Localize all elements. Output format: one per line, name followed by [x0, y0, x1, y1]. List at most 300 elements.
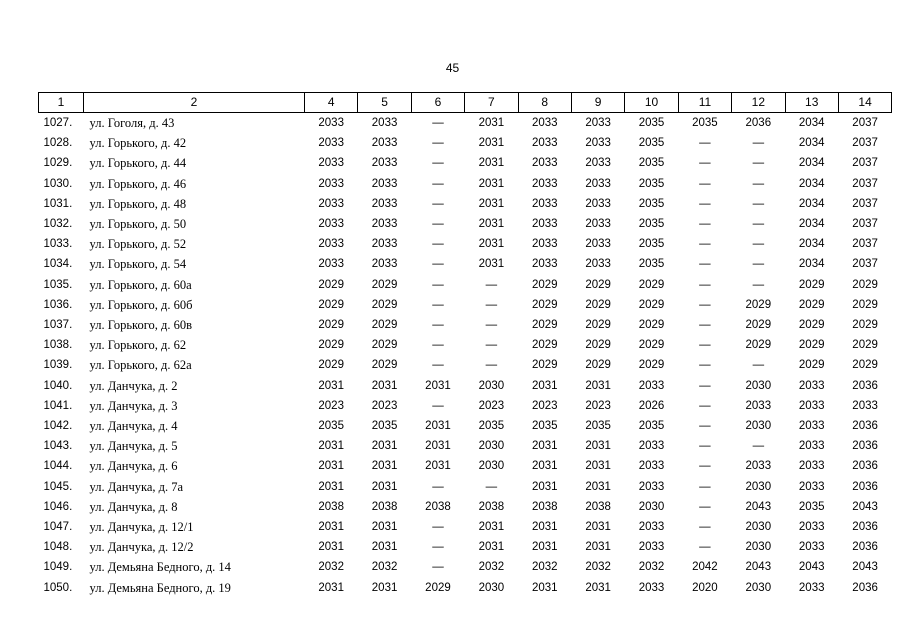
table-row — [39, 517, 892, 537]
table-row — [39, 557, 892, 577]
year-cell: 2034 — [798, 218, 825, 231]
year-cell: 2036 — [852, 440, 878, 453]
row-number: 1043. — [43, 440, 73, 453]
year-cell: 2037 — [852, 157, 878, 170]
row-number: 1037. — [43, 319, 73, 332]
year-cell: 2035 — [638, 117, 665, 129]
year-cell: — — [485, 359, 498, 372]
table-row — [39, 295, 892, 315]
year-cell: 2035 — [531, 420, 558, 433]
table-row — [39, 456, 892, 476]
address-cell: ул. Горького, д. 54 — [89, 257, 187, 272]
year-cell: 2031 — [425, 440, 451, 453]
year-cell: 2029 — [318, 359, 344, 372]
year-cell: — — [699, 197, 711, 210]
year-cell: 2033 — [638, 581, 665, 594]
year-cell: 2033 — [371, 137, 398, 150]
year-cell: 2033 — [318, 137, 344, 150]
row-number: 1027. — [43, 117, 73, 129]
year-cell: 2031 — [585, 460, 611, 473]
table-row — [39, 578, 892, 598]
column-header: 9 — [571, 93, 624, 113]
table-row — [39, 477, 892, 497]
year-cell: — — [699, 339, 711, 352]
year-cell: 2033 — [798, 480, 825, 493]
year-cell: — — [485, 278, 498, 291]
year-cell: 2029 — [371, 359, 398, 372]
year-cell: 2031 — [371, 480, 398, 493]
year-cell: 2035 — [638, 137, 665, 150]
row-number: 1044. — [43, 460, 73, 473]
header-row — [39, 93, 892, 113]
year-cell: 2037 — [852, 218, 878, 231]
year-cell: 2029 — [638, 298, 665, 311]
year-cell: 2033 — [798, 521, 825, 534]
year-cell: 2031 — [478, 218, 505, 231]
column-header: 7 — [465, 93, 518, 113]
year-cell: 2029 — [318, 339, 344, 352]
year-cell: 2033 — [745, 399, 772, 412]
year-cell: 2033 — [638, 460, 665, 473]
year-cell: 2034 — [798, 238, 825, 251]
year-cell: 2033 — [531, 197, 558, 210]
column-header: 14 — [838, 93, 891, 113]
table-row — [39, 133, 892, 153]
row-number: 1028. — [43, 137, 73, 150]
year-cell: — — [432, 339, 444, 352]
row-number: 1049. — [43, 561, 73, 574]
year-cell: — — [432, 137, 444, 150]
year-cell: 2031 — [531, 521, 558, 534]
year-cell: 2029 — [638, 278, 665, 291]
year-cell: 2029 — [638, 359, 665, 372]
year-cell: 2033 — [371, 238, 398, 251]
year-cell: — — [752, 218, 765, 231]
year-cell: — — [432, 399, 444, 412]
year-cell: 2033 — [318, 157, 344, 170]
column-header: 8 — [518, 93, 571, 113]
year-cell: 2023 — [371, 399, 398, 412]
year-cell: 2033 — [638, 440, 665, 453]
year-cell: — — [699, 218, 711, 231]
year-cell: 2035 — [638, 157, 665, 170]
year-cell: — — [699, 480, 711, 493]
year-cell: — — [432, 157, 444, 170]
table-row — [39, 214, 892, 234]
year-cell: 2029 — [585, 359, 611, 372]
year-cell: 2030 — [745, 581, 772, 594]
address-cell: ул. Данчука, д. 12/1 — [89, 520, 194, 535]
year-cell: 2036 — [852, 460, 878, 473]
year-cell: — — [699, 258, 711, 271]
year-cell: — — [699, 541, 711, 554]
row-number: 1042. — [43, 420, 73, 433]
year-cell: 2033 — [318, 177, 344, 190]
address-cell: ул. Горького, д. 48 — [89, 196, 187, 211]
year-cell: 2030 — [478, 440, 505, 453]
year-cell: — — [485, 480, 498, 493]
year-cell: 2029 — [531, 339, 558, 352]
year-cell: 2031 — [531, 440, 558, 453]
page-number: 45 — [445, 61, 460, 75]
year-cell: 2034 — [798, 197, 825, 210]
table-row — [39, 436, 892, 456]
year-cell: 2031 — [318, 379, 344, 392]
year-cell: — — [752, 197, 765, 210]
address-cell: ул. Горького, д. 46 — [89, 176, 187, 191]
year-cell: 2033 — [531, 218, 558, 231]
address-cell: ул. Горького, д. 52 — [89, 237, 187, 252]
year-cell: — — [699, 238, 711, 251]
row-number: 1041. — [43, 399, 73, 412]
year-cell: 2029 — [318, 278, 344, 291]
table-row — [39, 194, 892, 214]
year-cell: 2032 — [585, 561, 611, 574]
year-cell: 2033 — [531, 137, 558, 150]
year-cell: 2029 — [585, 339, 611, 352]
row-number: 1047. — [43, 521, 73, 534]
year-cell: 2043 — [852, 500, 878, 513]
year-cell: 2029 — [852, 319, 878, 332]
address-cell: ул. Гоголя, д. 43 — [89, 116, 175, 130]
year-cell: 2035 — [638, 177, 665, 190]
year-cell: 2029 — [425, 581, 451, 594]
year-cell: 2031 — [371, 581, 398, 594]
year-cell: — — [432, 480, 444, 493]
address-cell: ул. Данчука, д. 5 — [89, 439, 178, 454]
year-cell: 2033 — [585, 137, 611, 150]
year-cell: 2035 — [638, 238, 665, 251]
year-cell: 2030 — [745, 541, 772, 554]
column-header: 11 — [678, 93, 731, 113]
year-cell: 2042 — [692, 561, 718, 574]
year-cell: 2031 — [318, 460, 344, 473]
year-cell: 2023 — [531, 399, 558, 412]
year-cell: 2026 — [638, 399, 665, 412]
year-cell: 2029 — [531, 319, 558, 332]
year-cell: 2029 — [745, 298, 772, 311]
year-cell: 2033 — [371, 197, 398, 210]
row-number: 1050. — [43, 581, 73, 594]
year-cell: 2035 — [318, 420, 344, 433]
year-cell: 2029 — [585, 278, 611, 291]
year-cell: 2033 — [585, 177, 611, 190]
year-cell: 2031 — [425, 420, 451, 433]
year-cell: 2031 — [531, 480, 558, 493]
year-cell: 2033 — [798, 379, 825, 392]
table-row — [39, 234, 892, 254]
year-cell: 2030 — [478, 460, 505, 473]
row-number: 1035. — [43, 278, 73, 291]
year-cell: 2031 — [318, 480, 344, 493]
year-cell: 2030 — [745, 521, 772, 534]
year-cell: 2029 — [798, 359, 825, 372]
year-cell: 2031 — [478, 157, 505, 170]
address-cell: ул. Демьяна Бедного, д. 19 — [89, 580, 231, 595]
year-cell: 2033 — [798, 440, 825, 453]
year-cell: 2023 — [478, 399, 505, 412]
address-cell: ул. Горького, д. 60в — [89, 318, 193, 333]
year-cell: 2037 — [852, 177, 878, 190]
year-cell: 2031 — [371, 521, 398, 534]
year-cell: — — [432, 561, 444, 574]
year-cell: — — [432, 359, 444, 372]
year-cell: 2033 — [531, 258, 558, 271]
year-cell: 2033 — [318, 218, 344, 231]
year-cell: 2029 — [371, 339, 398, 352]
column-header: 5 — [358, 93, 411, 113]
column-header: 13 — [785, 93, 838, 113]
address-cell: ул. Данчука, д. 6 — [89, 459, 178, 474]
address-cell: ул. Данчука, д. 3 — [89, 398, 178, 413]
year-cell: — — [432, 238, 444, 251]
year-cell: 2031 — [585, 440, 611, 453]
year-cell: 2035 — [692, 117, 718, 129]
year-cell: 2033 — [638, 480, 665, 493]
year-cell: 2035 — [638, 218, 665, 231]
year-cell: 2029 — [798, 298, 825, 311]
table-row — [39, 275, 892, 295]
year-cell: 2034 — [798, 177, 825, 190]
table-body — [39, 113, 892, 598]
year-cell: 2038 — [478, 500, 505, 513]
address-cell: ул. Горького, д. 42 — [89, 136, 187, 151]
year-cell: 2037 — [852, 137, 878, 150]
year-cell: — — [699, 399, 711, 412]
table-row — [39, 376, 892, 396]
address-cell: ул. Данчука, д. 8 — [89, 499, 178, 514]
row-number: 1032. — [43, 218, 73, 231]
year-cell: 2029 — [531, 298, 558, 311]
schedule-table — [38, 92, 892, 598]
year-cell: — — [432, 197, 444, 210]
year-cell: 2035 — [638, 258, 665, 271]
year-cell: 2031 — [318, 440, 344, 453]
year-cell: — — [432, 541, 444, 554]
year-cell: 2035 — [798, 500, 825, 513]
year-cell: 2031 — [531, 379, 558, 392]
year-cell: — — [699, 500, 711, 513]
year-cell: 2020 — [692, 581, 718, 594]
table-row — [39, 113, 892, 134]
column-header: 12 — [732, 93, 785, 113]
year-cell: 2031 — [478, 238, 505, 251]
year-cell: 2033 — [585, 238, 611, 251]
year-cell: 2029 — [798, 339, 825, 352]
year-cell: 2031 — [371, 440, 398, 453]
year-cell: — — [752, 278, 765, 291]
row-number: 1031. — [43, 197, 73, 210]
row-number: 1030. — [43, 177, 73, 190]
year-cell: 2031 — [371, 379, 398, 392]
row-number: 1039. — [43, 359, 73, 372]
year-cell: 2031 — [478, 197, 505, 210]
year-cell: 2033 — [531, 157, 558, 170]
year-cell: 2033 — [318, 238, 344, 251]
year-cell: 2038 — [585, 500, 611, 513]
year-cell: — — [432, 258, 444, 271]
row-number: 1046. — [43, 500, 73, 513]
row-number: 1045. — [43, 480, 73, 493]
year-cell: 2031 — [371, 541, 398, 554]
address-cell: ул. Демьяна Бедного, д. 14 — [89, 560, 231, 575]
row-number: 1040. — [43, 379, 73, 392]
year-cell: 2029 — [585, 298, 611, 311]
year-cell: 2031 — [478, 177, 505, 190]
year-cell: 2031 — [585, 480, 611, 493]
year-cell: 2033 — [585, 218, 611, 231]
year-cell: 2036 — [852, 521, 878, 534]
year-cell: — — [432, 278, 444, 291]
year-cell: — — [752, 137, 765, 150]
year-cell: — — [485, 319, 498, 332]
year-cell: 2031 — [531, 581, 558, 594]
year-cell: 2033 — [371, 157, 398, 170]
row-number: 1029. — [43, 157, 73, 170]
year-cell: 2037 — [852, 238, 878, 251]
year-cell: 2033 — [798, 460, 825, 473]
year-cell: 2033 — [745, 460, 772, 473]
column-header: 4 — [305, 93, 358, 113]
row-number: 1034. — [43, 258, 73, 271]
row-number: 1048. — [43, 541, 73, 554]
year-cell: 2031 — [531, 460, 558, 473]
year-cell: 2038 — [371, 500, 398, 513]
year-cell: — — [699, 319, 711, 332]
year-cell: 2043 — [798, 561, 825, 574]
year-cell: 2032 — [478, 561, 505, 574]
year-cell: 2033 — [585, 117, 611, 129]
year-cell: 2036 — [852, 581, 878, 594]
year-cell: 2031 — [478, 117, 505, 129]
year-cell: 2029 — [318, 298, 344, 311]
row-number: 1036. — [43, 298, 73, 311]
table-row — [39, 497, 892, 517]
year-cell: — — [485, 339, 498, 352]
column-header: 1 — [39, 93, 84, 113]
year-cell: — — [432, 298, 444, 311]
year-cell: 2036 — [852, 420, 878, 433]
year-cell: 2033 — [371, 117, 398, 129]
year-cell: 2031 — [318, 581, 344, 594]
year-cell: 2033 — [585, 258, 611, 271]
table-row — [39, 174, 892, 194]
year-cell: — — [432, 319, 444, 332]
year-cell: 2029 — [531, 278, 558, 291]
year-cell: 2036 — [745, 117, 772, 129]
year-cell: 2033 — [371, 177, 398, 190]
table-row — [39, 416, 892, 436]
column-header: 2 — [84, 93, 305, 113]
table-row — [39, 315, 892, 335]
year-cell: 2023 — [318, 399, 344, 412]
year-cell: 2031 — [425, 460, 451, 473]
year-cell: 2038 — [318, 500, 344, 513]
address-cell: ул. Данчука, д. 7а — [89, 479, 184, 494]
row-number: 1038. — [43, 339, 73, 352]
year-cell: 2036 — [852, 541, 878, 554]
column-header: 6 — [411, 93, 464, 113]
year-cell: 2037 — [852, 117, 878, 129]
year-cell: — — [699, 177, 711, 190]
year-cell: 2029 — [745, 319, 772, 332]
year-cell: 2031 — [585, 379, 611, 392]
year-cell: 2030 — [478, 581, 505, 594]
year-cell: 2037 — [852, 197, 878, 210]
year-cell: 2031 — [585, 541, 611, 554]
address-cell: ул. Данчука, д. 2 — [89, 378, 178, 393]
year-cell: 2043 — [852, 561, 878, 574]
year-cell: 2034 — [798, 117, 825, 129]
table-row — [39, 355, 892, 375]
row-number: 1033. — [43, 238, 73, 251]
year-cell: 2033 — [318, 258, 344, 271]
year-cell: — — [752, 258, 765, 271]
year-cell: 2035 — [371, 420, 398, 433]
year-cell: 2029 — [745, 339, 772, 352]
year-cell: 2031 — [531, 541, 558, 554]
year-cell: 2033 — [798, 420, 825, 433]
year-cell: — — [752, 359, 765, 372]
year-cell: 2029 — [852, 298, 878, 311]
year-cell: 2032 — [371, 561, 398, 574]
address-cell: ул. Горького, д. 60а — [89, 277, 192, 292]
table-row — [39, 254, 892, 274]
year-cell: — — [752, 238, 765, 251]
year-cell: 2030 — [745, 379, 772, 392]
year-cell: — — [485, 298, 498, 311]
year-cell: 2029 — [852, 339, 878, 352]
address-cell: ул. Данчука, д. 4 — [89, 419, 178, 434]
year-cell: — — [699, 157, 711, 170]
year-cell: — — [752, 177, 765, 190]
year-cell: 2033 — [531, 238, 558, 251]
year-cell: 2030 — [745, 480, 772, 493]
year-cell: 2033 — [371, 258, 398, 271]
year-cell: 2030 — [478, 379, 505, 392]
year-cell: 2031 — [478, 258, 505, 271]
year-cell: 2030 — [638, 500, 665, 513]
year-cell: 2029 — [531, 359, 558, 372]
year-cell: 2037 — [852, 258, 878, 271]
year-cell: 2035 — [638, 420, 665, 433]
table-row — [39, 153, 892, 173]
column-header: 10 — [625, 93, 678, 113]
year-cell: 2033 — [531, 117, 558, 129]
year-cell: — — [432, 218, 444, 231]
year-cell: 2029 — [638, 339, 665, 352]
year-cell: 2033 — [531, 177, 558, 190]
year-cell: 2029 — [852, 359, 878, 372]
year-cell: — — [752, 440, 765, 453]
year-cell: 2035 — [585, 420, 611, 433]
address-cell: ул. Горького, д. 62 — [89, 338, 187, 353]
year-cell: 2036 — [852, 480, 878, 493]
year-cell: 2033 — [638, 541, 665, 554]
year-cell: 2029 — [371, 319, 398, 332]
year-cell: 2029 — [798, 278, 825, 291]
year-cell: 2033 — [638, 379, 665, 392]
table-row — [39, 537, 892, 557]
year-cell: 2029 — [318, 319, 344, 332]
year-cell: 2031 — [318, 541, 344, 554]
year-cell: 2033 — [798, 399, 825, 412]
year-cell: 2033 — [318, 197, 344, 210]
year-cell: 2033 — [852, 399, 878, 412]
year-cell: 2043 — [745, 561, 772, 574]
year-cell: 2029 — [852, 278, 878, 291]
year-cell: 2032 — [638, 561, 665, 574]
